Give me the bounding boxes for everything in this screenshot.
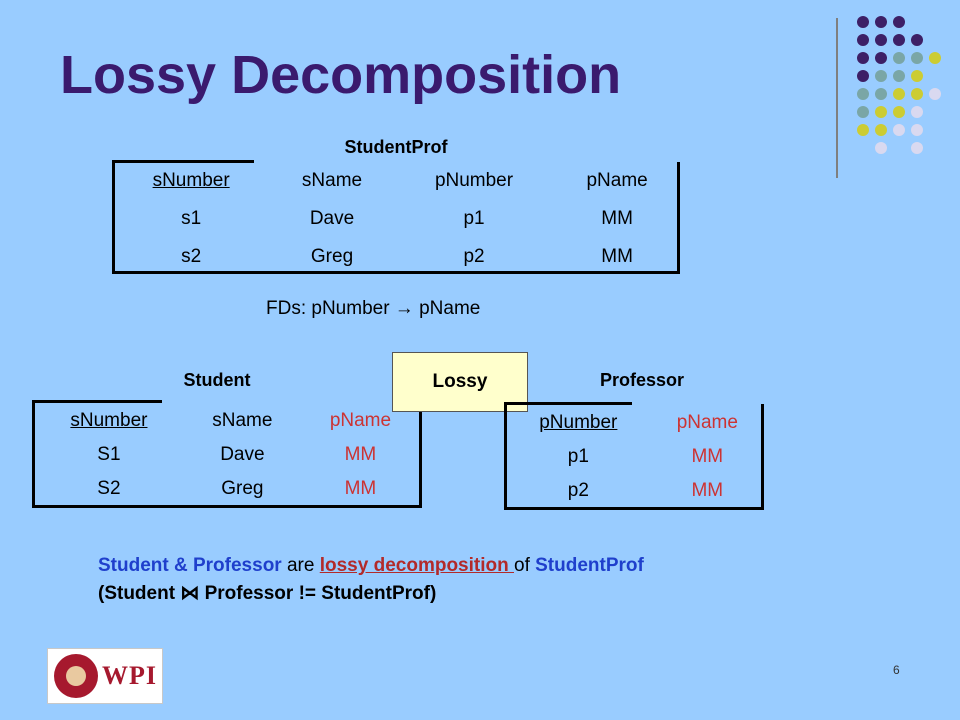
column-header: sName — [212, 410, 273, 431]
table-row — [506, 440, 764, 474]
wpi-logo — [47, 648, 163, 704]
table-cell: s1 — [181, 208, 202, 229]
table-header-row — [112, 162, 680, 200]
studentprof-table — [112, 162, 680, 276]
table-cell: p1 — [463, 208, 485, 229]
table-cell: MM — [344, 478, 377, 499]
table-cell: MM — [601, 208, 633, 229]
table-row — [34, 438, 420, 472]
column-header: pName — [586, 170, 648, 191]
table-header-row — [506, 406, 764, 440]
table-cell: p2 — [567, 480, 589, 501]
column-header: sName — [301, 170, 363, 191]
statement-line-2: (Student ⋈ Professor != StudentProf) — [98, 583, 437, 604]
table-row — [112, 200, 680, 238]
studentprof-caption: StudentProf — [344, 137, 448, 157]
column-header: pName — [329, 410, 392, 431]
column-header: sNumber — [152, 170, 230, 191]
wpi-logo-text: WPI — [102, 661, 157, 690]
statement-line-1 — [98, 552, 644, 580]
lossy-callout: Lossy — [392, 352, 528, 412]
slide-title: Lossy Decomposition — [60, 45, 622, 105]
table-cell: Greg — [310, 246, 354, 267]
column-header: pNumber — [434, 170, 514, 191]
table-cell: s2 — [181, 246, 202, 267]
wpi-seal-icon — [54, 654, 98, 698]
statement-text: are — [281, 555, 320, 576]
table-cell: Dave — [220, 444, 265, 465]
table-cell: MM — [601, 246, 633, 267]
table-cell: S1 — [97, 444, 121, 465]
functional-dependencies: FDs: pNumber → pName — [266, 298, 481, 319]
column-header: sNumber — [70, 410, 148, 431]
table-header-row — [34, 404, 420, 438]
professor-caption: Professor — [599, 370, 685, 390]
column-header: pNumber — [539, 412, 618, 433]
table-cell: Greg — [221, 478, 264, 499]
table-row — [506, 474, 764, 508]
table-cell: S2 — [97, 478, 121, 499]
table-cell: p1 — [567, 446, 589, 467]
professor-table — [506, 406, 764, 508]
column-header: pName — [676, 412, 738, 433]
table-cell: Dave — [309, 208, 355, 229]
table-cell: MM — [344, 444, 377, 465]
conclusion-statement — [98, 552, 644, 608]
statement-object: StudentProf — [535, 555, 644, 576]
student-caption: Student — [183, 370, 251, 390]
statement-text: of — [514, 555, 536, 576]
table-cell: p2 — [463, 246, 485, 267]
statement-highlight: lossy decomposition — [319, 555, 514, 576]
table-row — [34, 472, 420, 506]
table-cell: MM — [691, 480, 724, 501]
table-row — [112, 238, 680, 276]
table-cell: MM — [691, 446, 724, 467]
statement-subject: Student & Professor — [98, 555, 282, 576]
decorative-dot-grid — [830, 12, 955, 182]
page-number: 6 — [893, 663, 900, 677]
student-table — [34, 404, 420, 506]
